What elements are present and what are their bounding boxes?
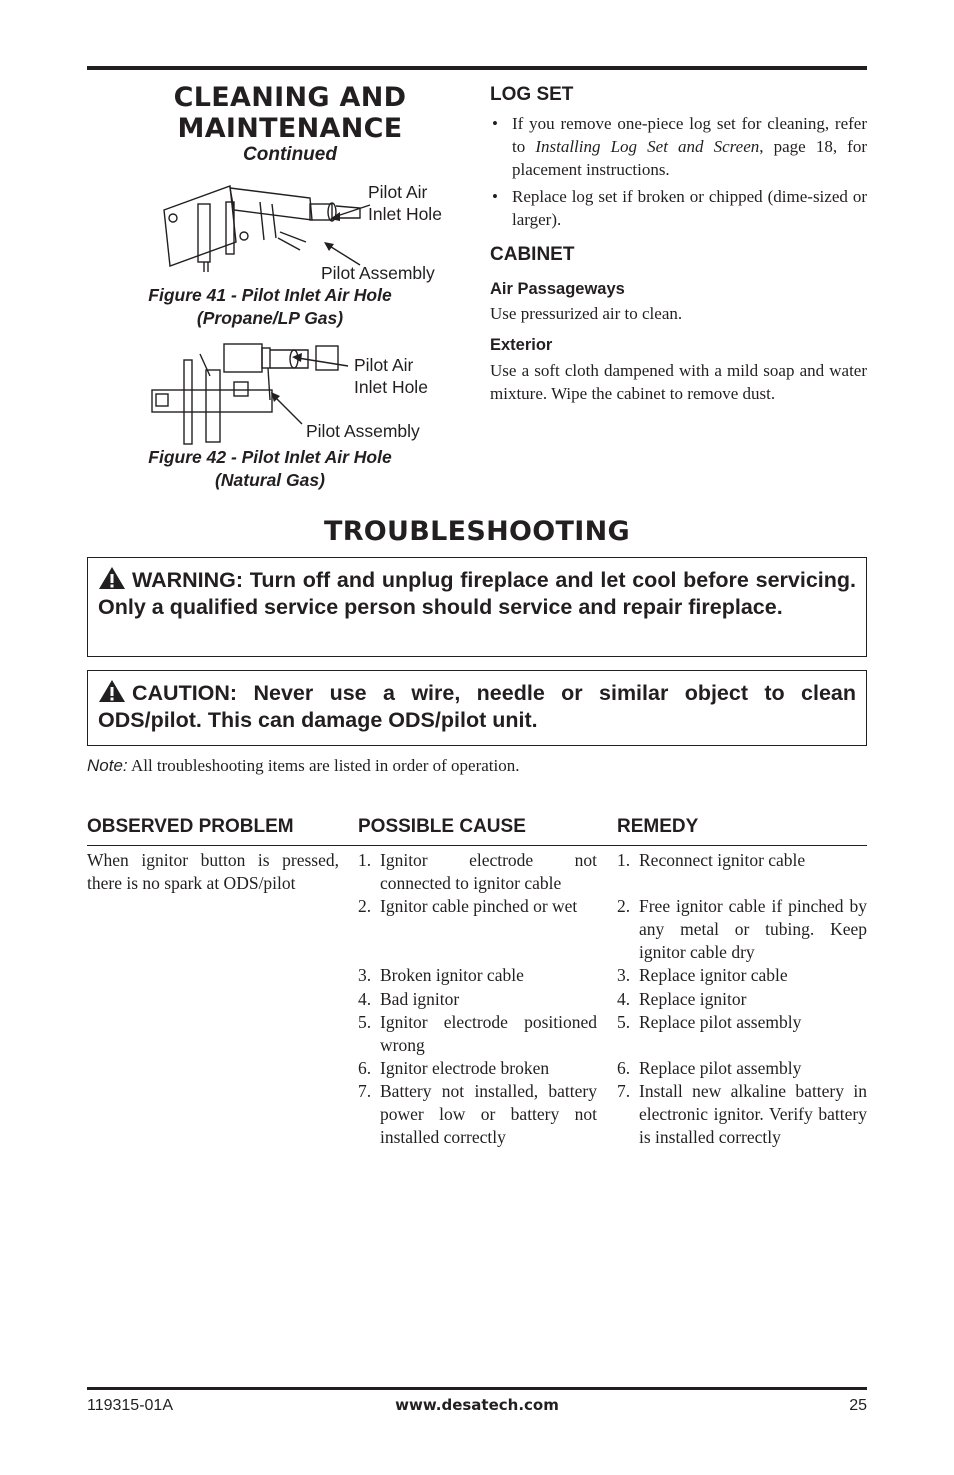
- cause-cell: Broken ignitor cable: [380, 965, 524, 985]
- remedy-cell: Replace pilot assembly: [639, 1058, 802, 1078]
- air-passageways-heading: Air Passageways: [490, 280, 625, 298]
- exterior-text: Use a soft cloth dampened with a mild soap and water mixture. Wipe the cabinet to remove dust.: [490, 361, 867, 403]
- table-row: 1. Ignitor electrode not connected to ignitor cable 1. Reconnect ignitor cable: [358, 849, 867, 895]
- log-set-heading: LOG SET: [490, 84, 574, 105]
- cause-cell: Bad ignitor: [380, 989, 460, 1009]
- cabinet-heading: CABINET: [490, 244, 575, 265]
- website-link[interactable]: www.desatech.com: [395, 1396, 559, 1414]
- caution-box: [87, 670, 867, 746]
- table-row: 5. Ignitor electrode positioned wrong 5. Replace pilot assembly: [358, 1011, 867, 1057]
- header-remedy: REMEDY: [617, 816, 699, 837]
- cause-cell: Ignitor electrode broken: [380, 1058, 550, 1078]
- cause-cell: Ignitor cable pinched or wet: [380, 896, 578, 916]
- page-number: 25: [849, 1397, 867, 1414]
- log-set-bullet-2: • Replace log set if broken or chipped (dime-sized or larger).: [490, 185, 867, 231]
- remedy-cell: Replace pilot assembly: [639, 1012, 802, 1032]
- section-title-troubleshooting: TROUBLESHOOTING: [324, 516, 630, 547]
- header-possible-cause: POSSIBLE CAUSE: [358, 816, 526, 837]
- table-row: 7. Battery not installed, battery power low or battery not installed correctly 7. Install new alkaline battery in electronic ignitor. Verify battery is installed correctly: [358, 1081, 867, 1147]
- figure-42-caption: Figure 42 - Pilot Inlet Air Hole (Natural Gas): [148, 447, 392, 490]
- caution-triangle-icon: [98, 679, 126, 703]
- air-passageways-text: Use pressurized air to clean.: [490, 304, 683, 323]
- log-set-list: [490, 112, 867, 235]
- observed-problem-cell: When ignitor button is pressed, there is no spark at ODS/pilot: [87, 850, 339, 893]
- figure-41-assembly-label: Pilot Assembly: [321, 263, 435, 283]
- remedy-cell: Install new alkaline battery in electronic ignitor. Verify battery is installed correctly: [639, 1081, 867, 1147]
- caution-text: CAUTION: Never use a wire, needle or similar object to clean ODS/pilot. This can damage ODS/pilot unit.: [98, 681, 856, 732]
- cause-cell: Battery not installed, battery power low or battery not installed correctly: [380, 1081, 597, 1147]
- cause-cell: Ignitor electrode not connected to ignitor cable: [380, 850, 597, 893]
- log-set-bullet-1: • If you remove one-piece log set for cleaning, refer to Installing Log Set and Screen, page 18, for placement instructions.: [490, 112, 867, 181]
- table-row: 4. Bad ignitor 4. Replace ignitor: [358, 988, 867, 1011]
- warning-text: WARNING: Turn off and unplug fireplace and let cool before servicing. Only a qualified service person should service and repair fireplace.: [98, 568, 856, 619]
- table-row: 6. Ignitor electrode broken 6. Replace pilot assembly: [358, 1057, 867, 1080]
- figure-42-air-label: Pilot Air Inlet Hole: [354, 355, 428, 397]
- remedy-cell: Replace ignitor cable: [639, 965, 788, 985]
- document-number: 119315-01A: [87, 1397, 173, 1414]
- figure-42-assembly-label: Pilot Assembly: [306, 421, 420, 441]
- section-title-cleaning: CLEANING AND MAINTENANCE: [173, 82, 407, 144]
- warning-box: [87, 557, 867, 657]
- remedy-cell: Replace ignitor: [639, 989, 747, 1009]
- table-header-rule: [87, 845, 867, 846]
- exterior-heading: Exterior: [490, 336, 553, 354]
- figure-41-caption: Figure 41 - Pilot Inlet Air Hole (Propane/LP Gas): [148, 285, 392, 328]
- bottom-rule: [87, 1387, 867, 1390]
- note-line: [87, 756, 520, 776]
- warning-triangle-icon: [98, 566, 126, 590]
- remedy-cell: Free ignitor cable if pinched by any metal or tubing. Keep ignitor cable dry: [639, 896, 867, 962]
- top-rule: [87, 66, 867, 70]
- note-label: Note:: [87, 756, 128, 775]
- note-text: All troubleshooting items are listed in order of operation.: [127, 756, 520, 775]
- table-row: 2. Ignitor cable pinched or wet 2. Free ignitor cable if pinched by any metal or tubing. Keep ignitor cable dry: [358, 896, 867, 962]
- cause-cell: Ignitor electrode positioned wrong: [380, 1012, 597, 1055]
- header-observed-problem: OBSERVED PROBLEM: [87, 816, 294, 837]
- remedy-cell: Reconnect ignitor cable: [639, 850, 806, 870]
- continued-label: Continued: [243, 144, 337, 165]
- figure-41-air-label: Pilot Air Inlet Hole: [368, 182, 442, 224]
- table-row: 3. Broken ignitor cable 3. Replace ignitor cable: [358, 964, 867, 987]
